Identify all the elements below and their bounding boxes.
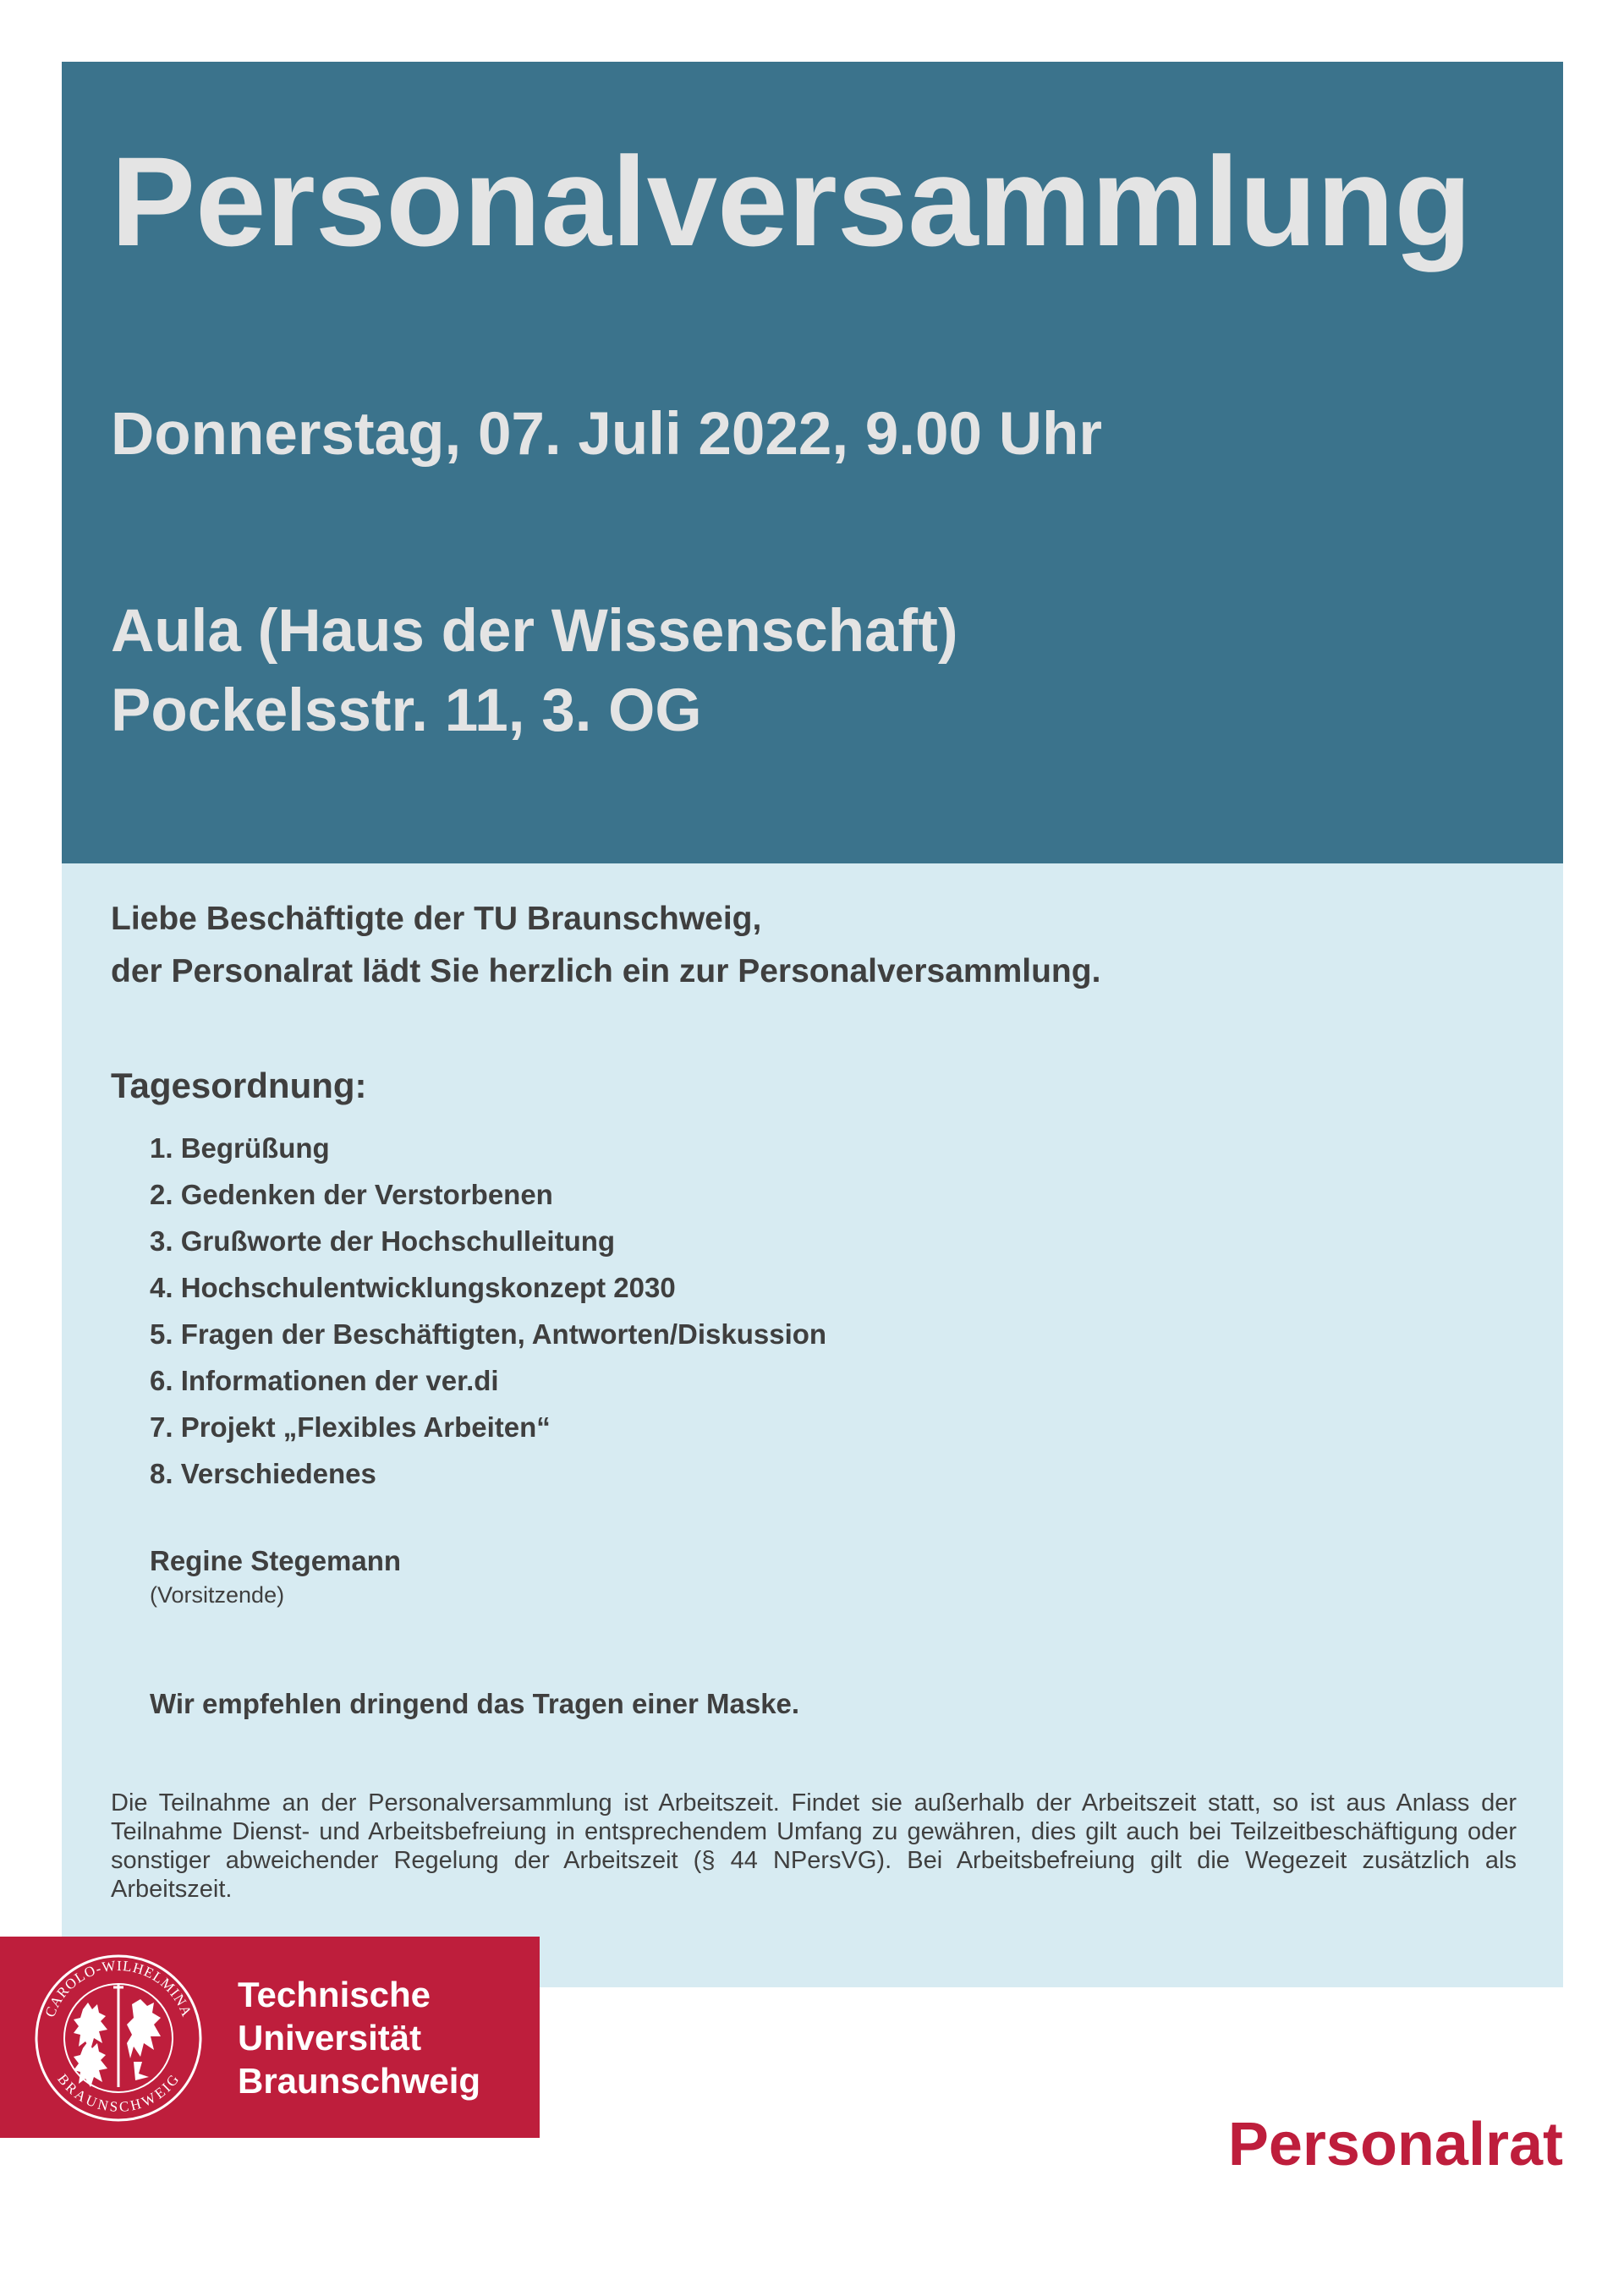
personalrat-brand: Personalrat <box>1227 2111 1563 2178</box>
signer-name: Regine Stegemann <box>150 1545 402 1576</box>
agenda-item: 5. Fragen der Beschäftigten, Antworten/Diskussion <box>150 1318 827 1350</box>
agenda-list <box>150 1125 826 1497</box>
event-address: Pockelsstr. 11, 3. OG <box>111 677 702 744</box>
agenda-item: 1. Begrüßung <box>150 1132 330 1164</box>
agenda-item: 8. Verschiedenes <box>150 1458 376 1489</box>
page-title: Personalversammlung <box>111 130 1472 272</box>
legal-notice: Die Teilnahme an der Personalversammlung ist Arbeitszeit. Findet sie außerhalb der Arbeitszeit statt, so ist aus Anlass der Teilnahme Dienst- und Arbeitsbefreiung in entsprechendem Umfang zu gewähren, dies gilt auch bei Teilzeitbeschäftigung oder sonstiger abweichender Regelung der Arbeitszeit (§ 44 NPersVG). Bei Arbeitsbefreiung gilt die Wegezeit zusätzlich als Arbeitszeit. <box>111 1789 1517 1903</box>
event-venue: Aula (Haus der Wissenschaft) <box>111 598 958 665</box>
university-logo <box>0 1937 540 2138</box>
event-date: Donnerstag, 07. Juli 2022, 9.00 Uhr <box>111 401 1102 468</box>
university-name-line-2: Universität <box>238 2018 422 2058</box>
agenda-item: 7. Projekt „Flexibles Arbeiten“ <box>150 1411 551 1443</box>
signer-role: (Vorsitzende) <box>150 1582 285 1608</box>
agenda-item: 6. Informationen der ver.di <box>150 1365 499 1396</box>
seal-text-bottom: BRAUNSCHWEIG <box>54 2070 183 2115</box>
agenda-item: 2. Gedenken der Verstorbenen <box>150 1179 553 1210</box>
seal-text-top: CAROLO-WILHELMINA <box>41 1957 195 2019</box>
university-name-line-1: Technische <box>238 1975 431 2014</box>
mask-notice: Wir empfehlen dringend das Tragen einer Maske. <box>150 1688 800 1719</box>
header-panel <box>62 62 1563 863</box>
agenda-heading: Tagesordnung: <box>111 1066 367 1105</box>
university-name-line-3: Braunschweig <box>238 2061 481 2101</box>
university-name <box>238 1973 480 2102</box>
invitation-greeting: Liebe Beschäftigte der TU Braunschweig, <box>111 901 762 937</box>
agenda-item: 3. Grußworte der Hochschulleitung <box>150 1225 616 1257</box>
invitation-text: der Personalrat lädt Sie herzlich ein zur Personalversammlung. <box>111 953 1101 989</box>
university-seal-icon <box>34 1954 203 2123</box>
content-panel <box>62 863 1563 1987</box>
agenda-item: 4. Hochschulentwicklungskonzept 2030 <box>150 1272 676 1303</box>
